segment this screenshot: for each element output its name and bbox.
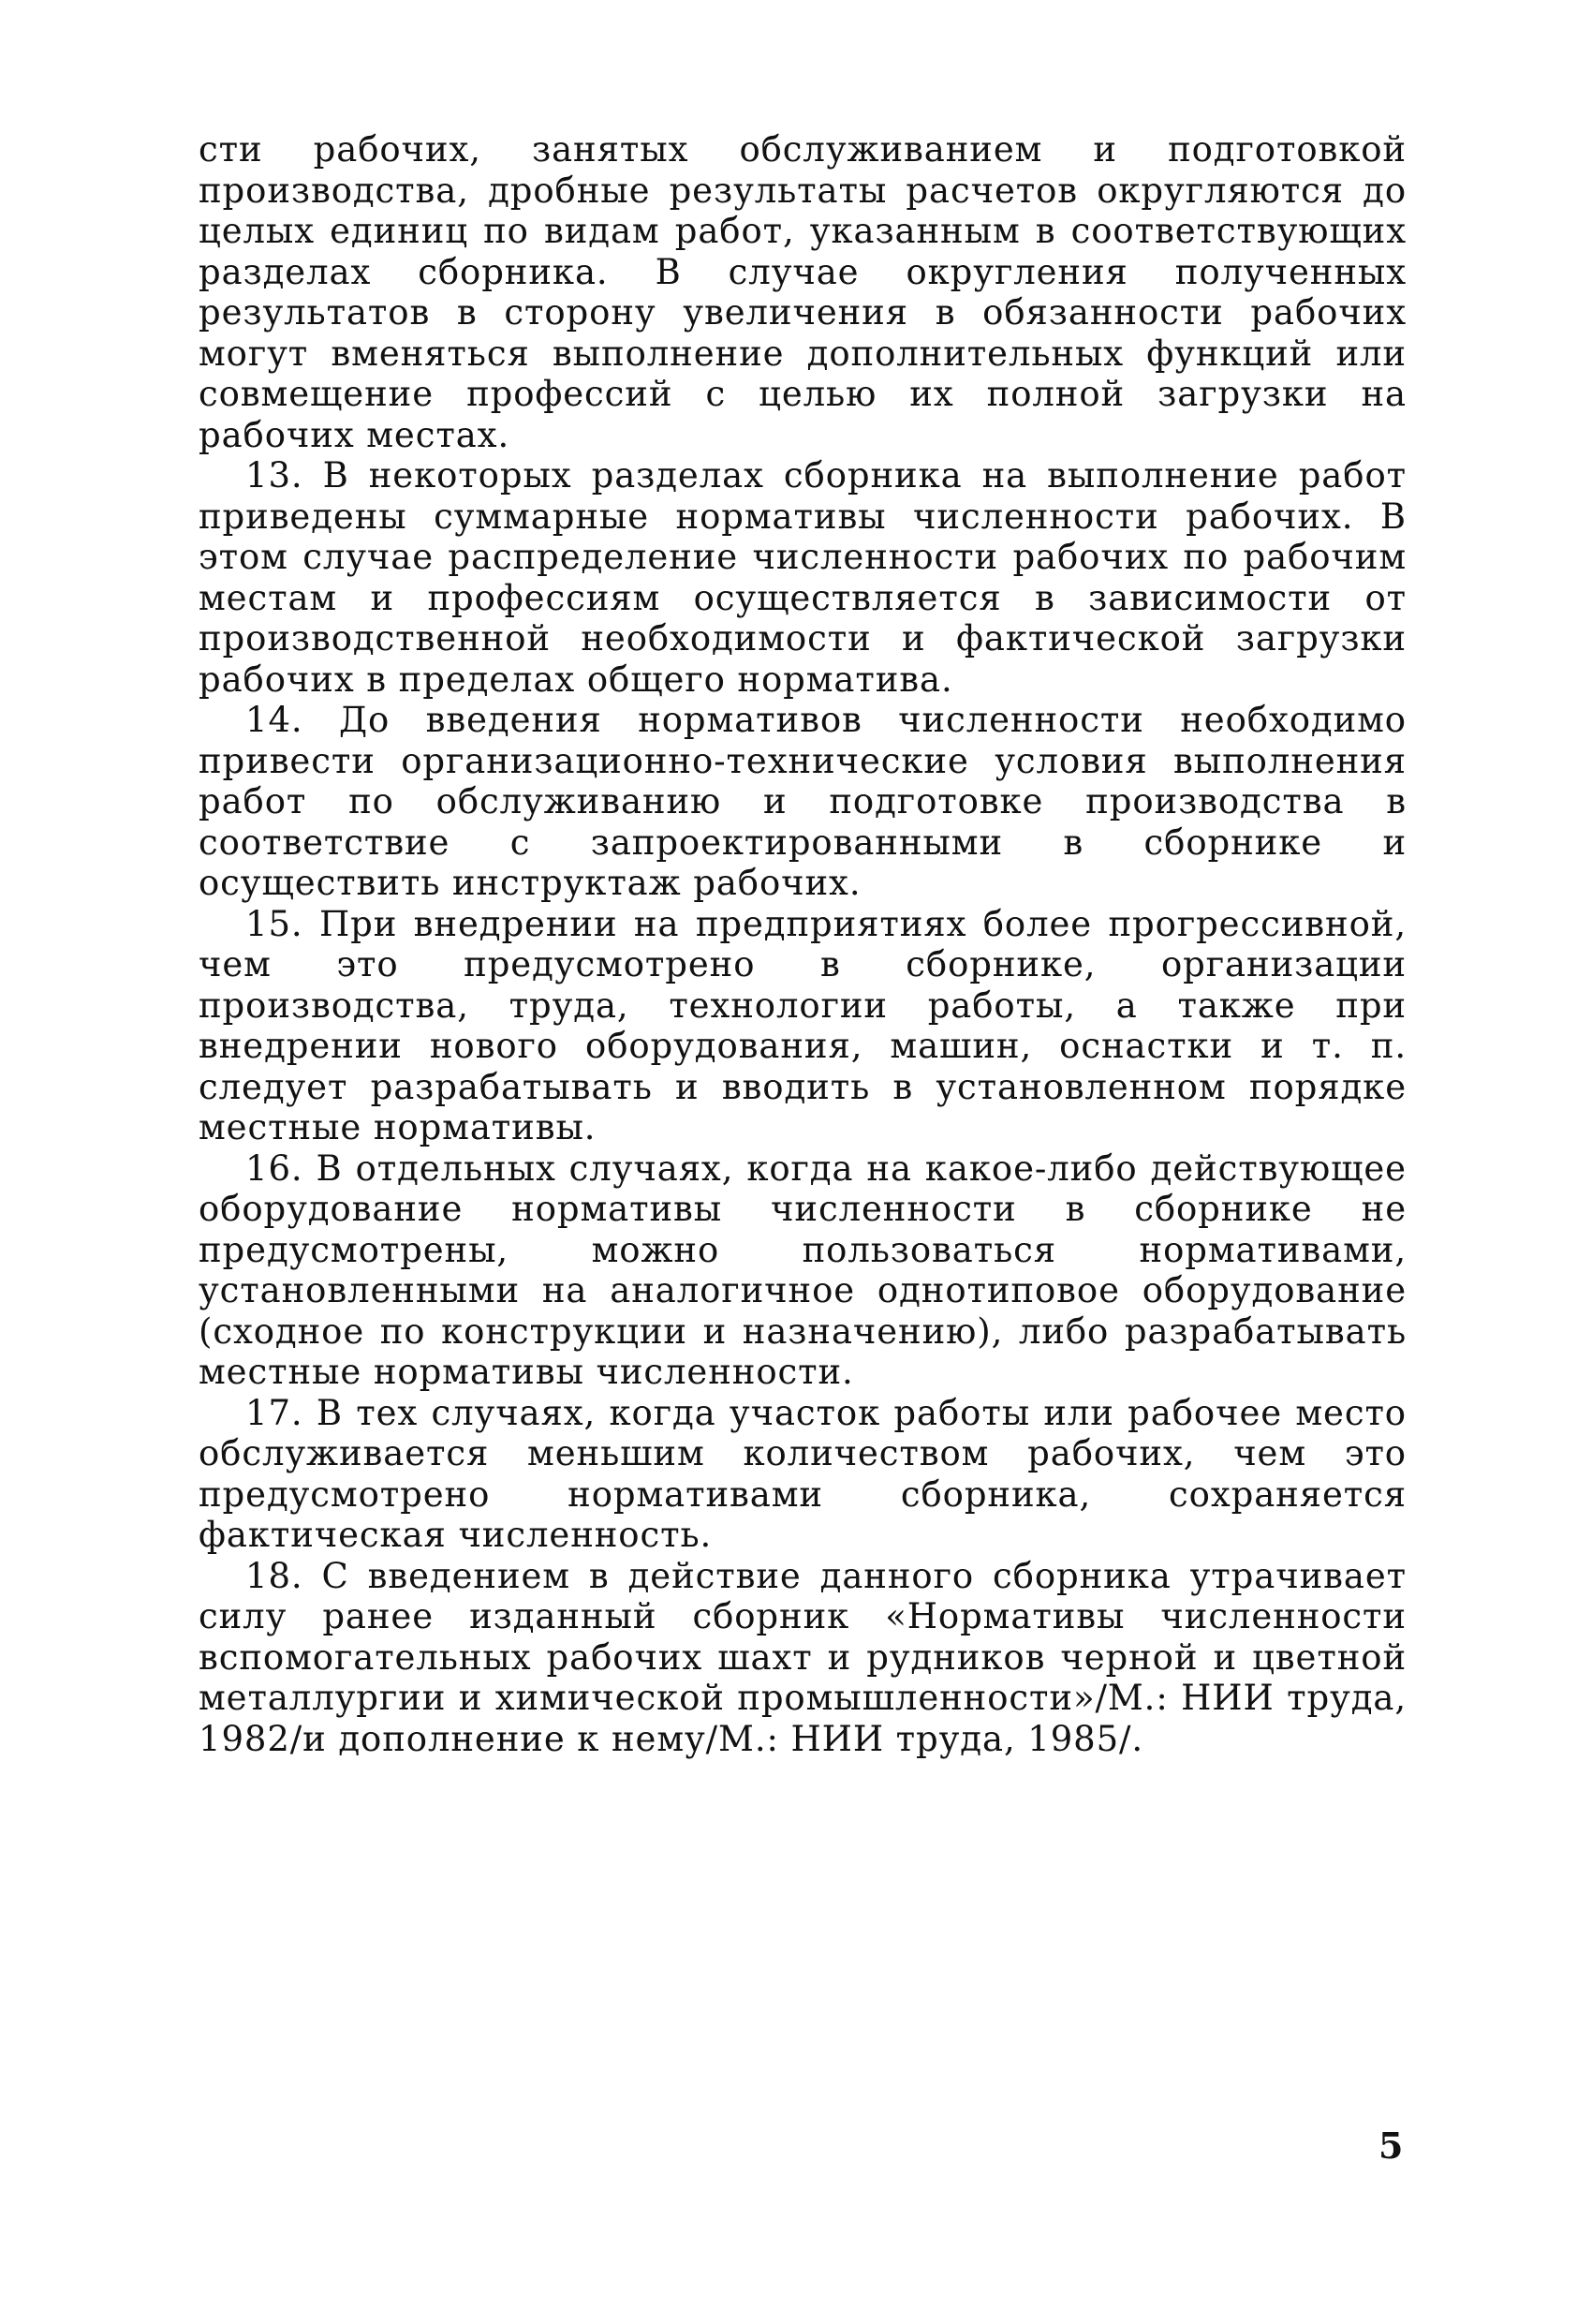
- paragraph-17: [199, 1393, 1407, 1556]
- paragraph-text: В отдельных случаях, когда на какое-либо действующее оборудование нормативы численности в сборнике не предусмотрены, можно пользоваться нормативами, установленными на аналогичное однотиповое оборудование (сходное по конструкции и назначению), либо разрабатывать местные нормативы численности.: [199, 1147, 1407, 1392]
- paragraph-text: В тех случаях, когда участок работы или рабочее место обслуживается меньшим количеством рабочих, чем это предусмотрено нормативами сборника, сохраняется фактическая численность.: [199, 1392, 1407, 1555]
- paragraph-15: [199, 904, 1407, 1148]
- paragraph-number: 13.: [245, 455, 303, 496]
- paragraph-12-continued: [199, 129, 1407, 455]
- paragraph-number: 14.: [245, 700, 303, 740]
- paragraph-16: [199, 1148, 1407, 1393]
- paragraph-number: 17.: [245, 1392, 303, 1433]
- paragraph-number: 15.: [245, 903, 303, 944]
- paragraph-text: сти рабочих, занятых обслуживанием и подготовкой производства, дробные результаты расчетов округляются до целых единиц по видам работ, указанным в соответствующих разделах сборника. В случае округления полученных результатов в сторону увеличения в обязанности рабочих могут вменяться выполнение дополнительных функций или совмещение профессий с целью их полной загрузки на рабочих местах.: [199, 129, 1407, 455]
- paragraph-text: До введения нормативов численности необходимо привести организационно-технические условия выполнения работ по обслуживанию и подготовке производства в соответствие с запроектированными в сборнике и осуществить инструктаж рабочих.: [199, 700, 1407, 903]
- paragraph-number: 18.: [245, 1555, 303, 1596]
- paragraph-number: 16.: [245, 1147, 303, 1189]
- page-number: 5: [1378, 2124, 1404, 2167]
- paragraph-text: В некоторых разделах сборника на выполнение работ приведены суммарные нормативы численности рабочих. В этом случае распределение численности рабочих по рабочим местам и профессиям осуществляется в зависимости от производственной необходимости и фактической загрузки рабочих в пределах общего норматива.: [199, 455, 1407, 700]
- body-text: [199, 129, 1407, 1759]
- paragraph-text: При внедрении на предприятиях более прогрессивной, чем это предусмотрено в сборнике, организации производства, труда, технологии работы, а также при внедрении нового оборудования, машин, оснастки и т. п. следует разрабатывать и вводить в установленном порядке местные нормативы.: [199, 903, 1407, 1147]
- paragraph-13: [199, 455, 1407, 700]
- paragraph-14: [199, 700, 1407, 904]
- paragraph-18: [199, 1556, 1407, 1760]
- paragraph-text: С введением в действие данного сборника утрачивает силу ранее изданный сборник «Нормативы численности вспомогательных рабочих шахт и рудников черной и цветной металлургии и химической промышленности»/М.: НИИ труда, 1982/и дополнение к нему/М.: НИИ труда, 1985/.: [199, 1555, 1407, 1759]
